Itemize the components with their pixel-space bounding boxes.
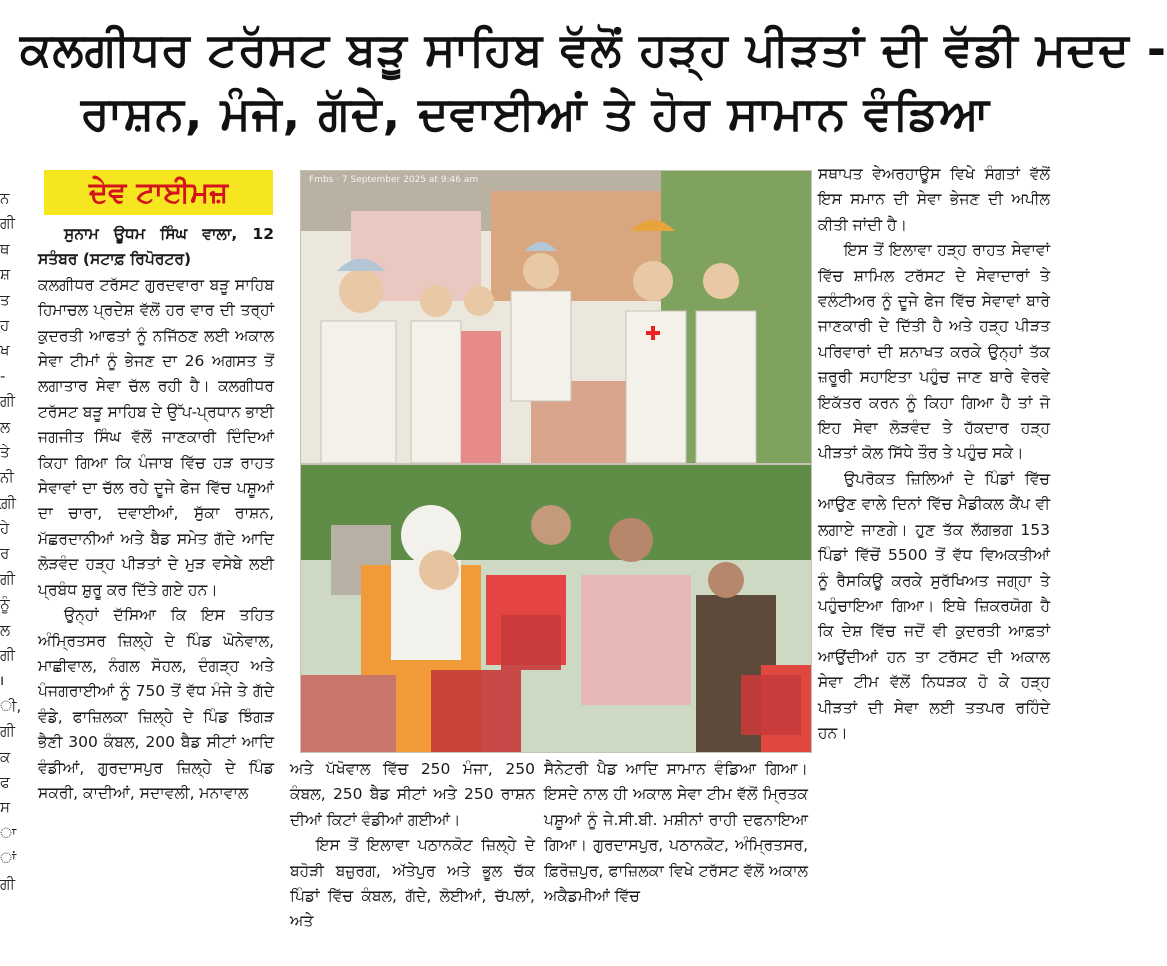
stub-fragment: ਤੇ <box>0 442 10 461</box>
stub-fragment: ਾਂ <box>0 849 17 868</box>
stub-fragment: ੀ, <box>0 696 22 715</box>
newspaper-name-badge: ਦੇਵ ਟਾਈਮਜ਼ <box>44 170 273 215</box>
stub-fragment: ਗੀ <box>0 569 15 588</box>
stub-fragment: ਲ <box>0 417 11 436</box>
stub-fragment: ਨ <box>0 189 10 207</box>
photo-2-illustration <box>301 465 811 752</box>
stub-fragment: ਾ <box>0 823 17 842</box>
headline-line-1: ਕਲਗੀਧਰ ਟਰੱਸਟ ਬੜੂ ਸਾਹਿਬ ਵੱਲੋਂ ਹੜ੍ਹ ਪੀੜਤਾਂ ਦੀ ਵੱਡੀ ਮਦਦ - <box>20 22 1167 76</box>
article-column-2 <box>290 757 535 935</box>
photo-distribution-to-flood-victims <box>300 464 812 753</box>
stub-fragment: ਰ <box>0 544 10 563</box>
article-column-4 <box>818 162 1050 746</box>
stub-fragment: ਕ <box>0 747 11 766</box>
col4-para-2: ਇਸ ਤੋਂ ਇਲਾਵਾ ਹੜ੍ਹ ਰਾਹਤ ਸੇਵਾਵਾਂ ਵਿੱਚ ਸ਼ਾਮਿਲ ਟਰੱਸਟ ਦੇ ਸੇਵਾਦਾਰਾਂ ਤੇ ਵਲੰਟੀਅਰ ਨੂੰ ਦੂਜੇ ਫੇਜ ਵਿੱਚ ਸੇਵਾਵਾਂ ਬਾਰੇ ਜਾਣਕਾਰੀ ਦੇ ਦਿੱਤੀ ਹੈ ਅਤੇ ਹੜ੍ਹ ਪੀੜਤ ਪਰਿਵਾਰਾਂ ਦੀ ਸ਼ਨਾਖਤ ਕਰਕੇ ਉਨ੍ਹਾਂ ਤੱਕ ਜ਼ਰੂਰੀ ਸਹਾਇਤਾ ਪਹੁੰਚ ਜਾਣ ਬਾਰੇ ਵੇਰਵੇ ਇਕੱਤਰ ਕਰਨ ਨੂੰ ਕਿਹਾ ਗਿਆ ਹੈ ਤਾਂ ਜੋ ਇਹ ਸੇਵਾ ਲੋੜਵੰਦ ਤੇ ਹੱਕਦਾਰ ਹੜ੍ਹ ਪੀੜਤਾਂ ਕੋਲ ਸਿੱਧੇ ਤੌਰ ਤੇ ਪਹੁੰਚ ਸਕੇ। <box>818 241 1050 463</box>
stub-fragment: ਨੂੰ <box>0 595 10 614</box>
stub-fragment: ਲ <box>0 620 11 639</box>
stub-fragment: ਹੇ <box>0 519 10 538</box>
stub-fragment: ਗੀ <box>0 722 15 741</box>
stub-fragment: ਗੀ <box>0 874 15 893</box>
stub-fragment: ਗੀ <box>0 214 15 233</box>
col4-para-1: ਸਥਾਪਤ ਵੇਅਰਹਾਊਸ ਵਿਖੇ ਸੰਗਤਾਂ ਵੱਲੋਂ ਇਸ ਸਮਾਨ ਦੀ ਸੇਵਾ ਭੇਜਣ ਦੀ ਅਪੀਲ ਕੀਤੀ ਜਾਂਦੀ ਹੈ। <box>818 165 1050 234</box>
stub-fragment: ਥ <box>0 239 10 258</box>
stub-fragment: ਤ <box>0 290 10 309</box>
col4-para-3: ਉਪਰੋਕਤ ਜ਼ਿਲਿਆਂ ਦੇ ਪਿੰਡਾਂ ਵਿੱਚ ਆਉਣ ਵਾਲੇ ਦਿਨਾਂ ਵਿੱਚ ਮੈਡੀਕਲ ਕੈਂਪ ਵੀ ਲਗਾਏ ਜਾਣਗੇ। ਹੁਣ ਤੱਕ ਲੱਗਭਗ 153 ਪਿੰਡਾਂ ਵਿੱਚੋਂ 5500 ਤੋਂ ਵੱਧ ਵਿਅਕਤੀਆਂ ਨੂੰ ਰੈਸਕਿਊ ਕਰਕੇ ਸੁਰੱਖਿਅਤ ਜਗ੍ਹਾ ਤੇ ਪਹੁੰਚਾਇਆ ਗਿਆ। ਇਥੇ ਜ਼ਿਕਰਯੋਗ ਹੈ ਕਿ ਦੇਸ਼ ਵਿੱਚ ਜਦੋਂ ਵੀ ਕੁਦਰਤੀ ਆਫ਼ਤਾਂ ਆਉਂਦੀਆਂ ਹਨ ਤਾ ਟਰੱਸਟ ਦੀ ਅਕਾਲ ਸੇਵਾ ਟੀਮ ਵੱਲੋਂ ਨਿਧੜਕ ਹੋ ਕੇ ਹੜ੍ਹ ਪੀੜਤਾਂ ਦੀ ਸੇਵਾ ਲਈ ਤਤਪਰ ਰਹਿੰਦੇ ਹਨ। <box>818 469 1050 742</box>
stub-fragment: ਹ <box>0 315 10 334</box>
photo-1-illustration <box>301 171 811 463</box>
stub-fragment: ਗੀ <box>0 392 15 411</box>
article-column-1 <box>38 222 274 806</box>
col1-para-1: ਕਲਗੀਧਰ ਟਰੱਸਟ ਗੁਰਦਵਾਰਾ ਬੜੂ ਸਾਹਿਬ ਹਿਮਾਚਲ ਪ੍ਰਦੇਸ਼ ਵੱਲੋਂ ਹਰ ਵਾਰ ਦੀ ਤਰ੍ਹਾਂ ਕੁਦਰਤੀ ਆਫਤਾਂ ਨੂੰ ਨਜਿੱਠਣ ਲਈ ਅਕਾਲ ਸੇਵਾ ਟੀਮਾਂ ਨੂੰ ਭੇਜਣ ਦਾ 26 ਅਗਸਤ ਤੋਂ ਲਗਾਤਾਰ ਸੇਵਾ ਚੱਲ ਰਹੀ ਹੈ। ਕਲਗੀਧਰ ਟਰੱਸਟ ਬੜੂ ਸਾਹਿਬ ਦੇ ਉੱਪ-ਪ੍ਰਧਾਨ ਭਾਈ ਜਗਜੀਤ ਸਿੰਘ ਵੱਲੋਂ ਜਾਣਕਾਰੀ ਦਿੰਦਿਆਂ ਕਿਹਾ ਗਿਆ ਕਿ ਪੰਜਾਬ ਵਿੱਚ ਹੜ ਰਾਹਤ ਸੇਵਾਵਾਂ ਦਾ ਚੱਲ ਰਹੇ ਦੂਜੇ ਫੇਜ ਵਿੱਚ ਪਸ਼ੂਆਂ ਦਾ ਚਾਰਾ, ਦਵਾਈਆਂ, ਸੁੱਕਾ ਰਾਸ਼ਨ, ਮੱਛਰਦਾਨੀਆਂ ਅਤੇ ਬੈਡ ਸਮੇਤ ਗੱਦੇ ਆਦਿ ਲੋੜਵੰਦ ਹੜ੍ਹ ਪੀੜਤਾਂ ਦੇ ਮੁੜ ਵਸੇਬੇ ਲਈ ਪ੍ਰਬੰਧ ਸ਼ੁਰੂ ਕਰ ਦਿੱਤੇ ਗਏ ਹਨ। <box>38 275 274 599</box>
dateline: ਸੁਨਾਮ ਊਧਮ ਸਿੰਘ ਵਾਲਾ, 12 ਸਤੰਬਰ (ਸਟਾਫ਼ ਰਿਪੋਰਟਰ) <box>38 225 274 269</box>
stub-fragment: ਗ਼ੀ <box>0 493 16 512</box>
stub-fragment: ਖ <box>0 341 10 360</box>
col3-para-1: ਸੈਨੇਟਰੀ ਪੈਡ ਆਦਿ ਸਾਮਾਨ ਵੰਡਿਆ ਗਿਆ। ਇਸਦੇ ਨਾਲ ਹੀ ਅਕਾਲ ਸੇਵਾ ਟੀਮ ਵੱਲੋਂ ਮ੍ਰਿਤਕ ਪਸ਼ੂਆਂ ਨੂੰ ਜੇ.ਸੀ.ਬੀ. ਮਸ਼ੀਨਾਂ ਰਾਹੀ ਦਫਨਾਇਆ ਗਿਆ। ਗੁਰਦਾਸਪੁਰ, ਪਠਾਨਕੋਟ, ਅੰਮ੍ਰਿਤਸਰ, ਫ਼ਿਰੋਜ਼ਪੁਰ, ਫਾਜ਼ਿਲਕਾ ਵਿਖੇ ਟਰੱਸਟ ਵੱਲੋਂ ਅਕਾਲ ਅਕੈਡਮੀਆਂ ਵਿੱਚ <box>544 760 808 906</box>
col1-para-2: ਉਨ੍ਹਾਂ ਦੱਸਿਆ ਕਿ ਇਸ ਤਹਿਤ ਅੰਮ੍ਰਿਤਸਰ ਜ਼ਿਲ੍ਹੇ ਦੇ ਪਿੰਡ ਘੋਨੇਵਾਲ, ਮਾਛੀਵਾਲ, ਨੰਗਲ ਸੋਹਲ, ਦੰਗੜ੍ਹ ਅਤੇ ਪੰਜਗਰਾਈਆਂ ਨੂੰ 750 ਤੋਂ ਵੱਧ ਮੰਜੇ ਤੇ ਗੱਦੇ ਵੰਡੇ, ਫਾਜ਼ਿਲਕਾ ਜ਼ਿਲ੍ਹੇ ਦੇ ਪਿੰਡ ਝਿੰਗੜ ਭੈਣੀ 300 ਕੰਬਲ, 200 ਬੈਡ ਸੀਟਾਂ ਆਦਿ ਵੰਡੀਆਂ, ਗੁਰਦਾਸਪੁਰ ਜ਼ਿਲ੍ਹੇ ਦੇ ਪਿੰਡ ਸਕਰੀ, ਕਾਦੀਆਂ, ਸਦਾਵਲੀ, ਮਨਾਵਾਲ <box>38 606 274 802</box>
stub-fragment: - <box>0 366 6 385</box>
stub-fragment: ı <box>0 671 5 690</box>
photo-timestamp: Fmbs · 7 September 2025 at 9:46 am <box>309 175 479 185</box>
photo-volunteers-with-supplies <box>300 170 812 464</box>
adjacent-article-stub <box>0 186 22 897</box>
stub-fragment: ਗੀ <box>0 646 15 665</box>
col2-para-2: ਇਸ ਤੋਂ ਇਲਾਵਾ ਪਠਾਨਕੋਟ ਜ਼ਿਲ੍ਹੇ ਦੇ ਬਹੋੜੀ ਬਜ਼ੁਰਗ, ਅੱਤੇਪੁਰ ਅਤੇ ਭੂਲ ਚੱਕ ਪਿੰਡਾਂ ਵਿੱਚ ਕੰਬਲ, ਗੱਦੇ, ਲੋਈਆਂ, ਚੱਪਲਾਂ, ਅਤੇ <box>290 836 535 931</box>
article-column-3 <box>544 757 808 909</box>
stub-fragment: ਸ <box>0 798 10 817</box>
stub-fragment: ਸ਼ <box>0 265 10 284</box>
col2-para-1: ਅਤੇ ਪੱਖੋਵਾਲ ਵਿੱਚ 250 ਮੰਜਾ, 250 ਕੰਬਲ, 250 ਬੈਡ ਸੀਟਾਂ ਅਤੇ 250 ਰਾਸ਼ਨ ਦੀਆਂ ਕਿਟਾਂ ਵੰਡੀਆਂ ਗਈਆਂ। <box>290 760 535 829</box>
stub-fragment: ਨੀ <box>0 468 14 487</box>
stub-fragment: ਫ <box>0 772 10 791</box>
headline-line-2: ਰਾਸ਼ਨ, ਮੰਜੇ, ਗੱਦੇ, ਦਵਾਈਆਂ ਤੇ ਹੋਰ ਸਾਮਾਨ ਵੰਡਿਆ <box>80 86 991 140</box>
